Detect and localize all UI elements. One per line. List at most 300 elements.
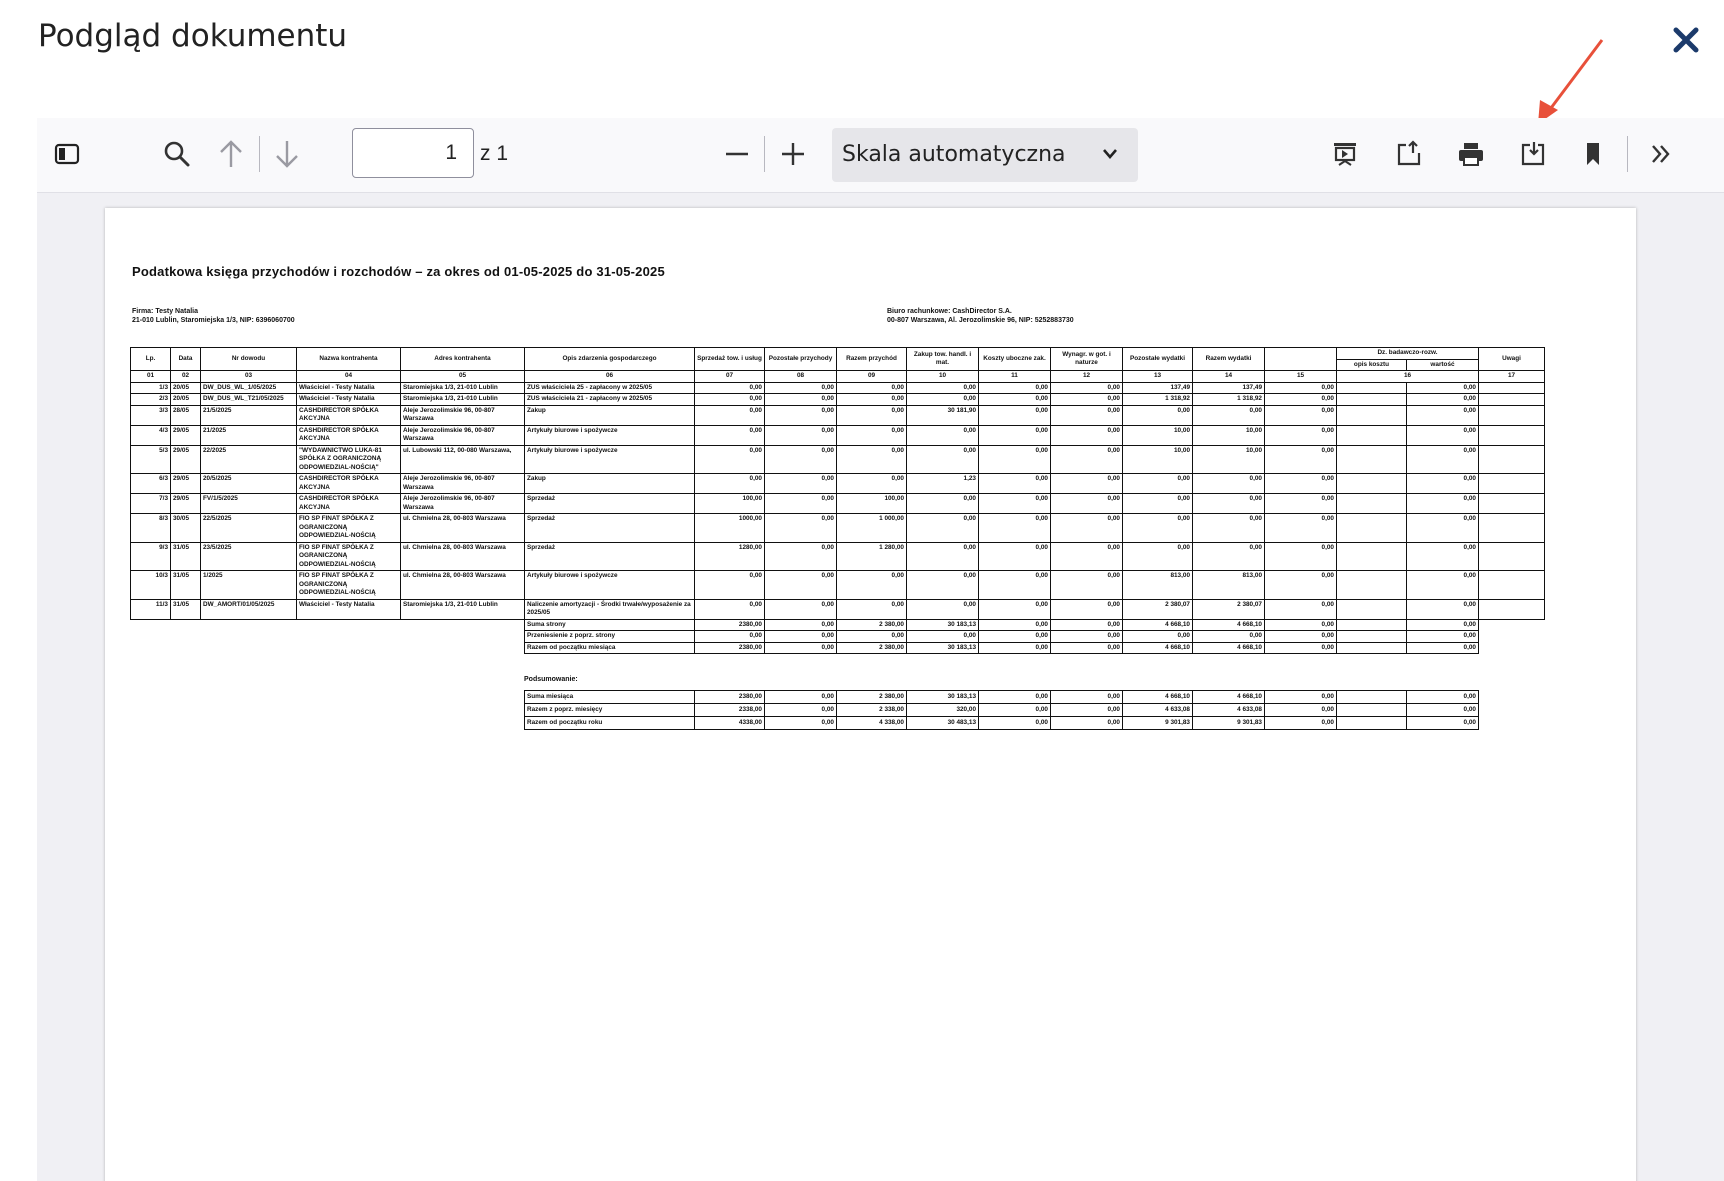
open-file-button[interactable] [1389, 132, 1429, 176]
cell-c16a [1337, 571, 1407, 600]
cell-c8: 0,00 [765, 514, 837, 543]
totals-cell-c9: 2 380,00 [837, 619, 907, 631]
totals-cell-c16a [1337, 642, 1407, 654]
cell-opis: Naliczenie amortyzacji - Środki trwałe/wyposażenie za 2025/05 [525, 599, 695, 619]
next-page-button[interactable] [267, 132, 307, 176]
open-file-icon [1395, 140, 1423, 168]
totals-tail [1479, 619, 1545, 631]
close-button[interactable] [1668, 22, 1704, 58]
plus-icon [780, 141, 806, 167]
cell-c7: 0,00 [695, 571, 765, 600]
cell-c16b: 0,00 [1407, 542, 1479, 571]
totals-cell-c10: 30 183,13 [907, 642, 979, 654]
column-number: 01 [131, 371, 171, 383]
cell-c10: 0,00 [907, 599, 979, 619]
previous-page-button[interactable] [211, 132, 251, 176]
pdf-viewer [37, 118, 1724, 1181]
page-number-input[interactable] [352, 128, 474, 178]
cell-nazwa: FIO SP FINAT SPÓŁKA Z OGRANICZONĄ ODPOWIEDZIAL-NOŚCIĄ [297, 571, 401, 600]
cell-c10: 0,00 [907, 514, 979, 543]
cell-c9: 0,00 [837, 445, 907, 474]
cell-c16b: 0,00 [1407, 474, 1479, 494]
cell-c8: 0,00 [765, 599, 837, 619]
cell-c16b: 0,00 [1407, 425, 1479, 445]
summary-cell-c13: 4 633,08 [1123, 704, 1193, 717]
document-title: Podatkowa księga przychodów i rozchodów – za okres od 01-05-2025 do 31-05-2025 [132, 264, 665, 279]
cell-c17 [1479, 405, 1545, 425]
totals-tail [1479, 642, 1545, 654]
column-number: 17 [1479, 371, 1545, 383]
cell-c15: 0,00 [1265, 405, 1337, 425]
column-number: 10 [907, 371, 979, 383]
totals-tail [1479, 631, 1545, 643]
table-row [131, 394, 1545, 406]
cell-c12: 0,00 [1051, 382, 1123, 394]
scale-select[interactable] [832, 128, 1138, 182]
cell-c13: 137,49 [1123, 382, 1193, 394]
cell-c11: 0,00 [979, 514, 1051, 543]
col-header-16a: opis kosztu [1337, 359, 1407, 371]
cell-lp: 3/3 [131, 405, 171, 425]
cell-c14: 0,00 [1193, 514, 1265, 543]
annotation-arrow [1530, 36, 1610, 126]
cell-c17 [1479, 425, 1545, 445]
toolbar-separator [764, 136, 765, 172]
col-header-lp: Lp. [131, 348, 171, 371]
cell-nr: 20/5/2025 [201, 474, 297, 494]
header-row [131, 348, 1545, 360]
bookmark-button[interactable] [1575, 132, 1611, 176]
office-info [887, 307, 1074, 325]
cell-opis: Artykuły biurowe i spożywcze [525, 425, 695, 445]
summary-cell-c16b: 0,00 [1407, 717, 1479, 730]
download-icon [1519, 140, 1547, 168]
cell-c16b: 0,00 [1407, 494, 1479, 514]
cell-data: 29/05 [171, 494, 201, 514]
cell-c8: 0,00 [765, 394, 837, 406]
summary-cell-c9: 2 338,00 [837, 704, 907, 717]
totals-row [131, 642, 1545, 654]
totals-cell-c12: 0,00 [1051, 619, 1123, 631]
table-row [131, 599, 1545, 619]
cell-c10: 1,23 [907, 474, 979, 494]
cell-c10: 0,00 [907, 445, 979, 474]
column-number: 06 [525, 371, 695, 383]
cell-nr: 1/2025 [201, 571, 297, 600]
cell-opis: Sprzedaż [525, 514, 695, 543]
presentation-icon [1331, 140, 1359, 168]
cell-c16b: 0,00 [1407, 405, 1479, 425]
cell-nr: 23/5/2025 [201, 542, 297, 571]
cell-c9: 1 000,00 [837, 514, 907, 543]
toolbar-separator [1627, 136, 1628, 172]
cell-c12: 0,00 [1051, 514, 1123, 543]
chevron-down-icon [1102, 148, 1118, 160]
cell-c11: 0,00 [979, 599, 1051, 619]
cell-c9: 0,00 [837, 599, 907, 619]
close-icon [1668, 22, 1704, 58]
cell-c16a [1337, 514, 1407, 543]
totals-cell-c14: 4 668,10 [1193, 642, 1265, 654]
summary-cell-c15: 0,00 [1265, 717, 1337, 730]
summary-cell-c7: 4338,00 [695, 717, 765, 730]
download-button[interactable] [1513, 132, 1553, 176]
cell-c11: 0,00 [979, 394, 1051, 406]
cell-c16b: 0,00 [1407, 394, 1479, 406]
cell-opis: Artykuły biurowe i spożywcze [525, 571, 695, 600]
cell-c13: 813,00 [1123, 571, 1193, 600]
cell-adres: Aleje Jerozolimskie 96, 00-807 Warszawa [401, 494, 525, 514]
column-number: 11 [979, 371, 1051, 383]
summary-cell-c11: 0,00 [979, 691, 1051, 704]
cell-c13: 2 380,07 [1123, 599, 1193, 619]
summary-cell-c16a [1337, 704, 1407, 717]
cell-c7: 0,00 [695, 474, 765, 494]
col-header-data: Data [171, 348, 201, 371]
sidebar-toggle-button[interactable] [45, 132, 89, 176]
cell-c12: 0,00 [1051, 494, 1123, 514]
cell-nazwa: CASHDIRECTOR SPÓŁKA AKCYJNA [297, 494, 401, 514]
cell-nr: DW_DUS_WL_1/05/2025 [201, 382, 297, 394]
cell-c7: 0,00 [695, 394, 765, 406]
cell-c17 [1479, 542, 1545, 571]
summary-label: Suma miesiąca [525, 691, 695, 704]
totals-cell-c7: 2380,00 [695, 619, 765, 631]
cell-c17 [1479, 571, 1545, 600]
cell-c7: 0,00 [695, 425, 765, 445]
cell-c10: 30 181,90 [907, 405, 979, 425]
cell-c16b: 0,00 [1407, 514, 1479, 543]
cell-c14: 0,00 [1193, 405, 1265, 425]
summary-cell-c14: 4 633,08 [1193, 704, 1265, 717]
cell-c12: 0,00 [1051, 474, 1123, 494]
print-button[interactable] [1451, 132, 1491, 176]
tools-menu-button[interactable] [1641, 132, 1681, 176]
summary-cell-c8: 0,00 [765, 691, 837, 704]
cell-c14: 813,00 [1193, 571, 1265, 600]
totals-label: Przeniesienie z poprz. strony [525, 631, 695, 643]
scale-select-value: Skala automatyczna [842, 142, 1066, 167]
summary-cell-c10: 30 483,13 [907, 717, 979, 730]
summary-cell-c7: 2380,00 [695, 691, 765, 704]
cell-c13: 10,00 [1123, 425, 1193, 445]
office-address: 00-807 Warszawa, Al. Jerozolimskie 96, NIP: 5252883730 [887, 317, 1074, 324]
cell-c9: 1 280,00 [837, 542, 907, 571]
cell-c13: 1 318,92 [1123, 394, 1193, 406]
cell-c9: 0,00 [837, 382, 907, 394]
cell-nr: DW_DUS_WL_T21/05/2025 [201, 394, 297, 406]
cell-c14: 10,00 [1193, 445, 1265, 474]
cell-c12: 0,00 [1051, 599, 1123, 619]
col-header-16: Dz. badawczo-rozw. [1337, 348, 1479, 360]
col-header-8: Pozostałe przychody [765, 348, 837, 371]
cell-opis: Zakup [525, 405, 695, 425]
zoom-out-button[interactable] [719, 132, 755, 176]
cell-c11: 0,00 [979, 494, 1051, 514]
minus-icon [724, 141, 750, 167]
cell-c13: 0,00 [1123, 405, 1193, 425]
table-row [131, 445, 1545, 474]
cell-nr: FV/1/5/2025 [201, 494, 297, 514]
cell-lp: 5/3 [131, 445, 171, 474]
cell-nazwa: "WYDAWNICTWO LUKA-81 SPÓŁKA Z OGRANICZONĄ ODPOWIEDZIAL-NOŚCIĄ" [297, 445, 401, 474]
col-header-nazwa: Nazwa kontrahenta [297, 348, 401, 371]
page-count-label: z 1 [480, 142, 509, 165]
cell-c15: 0,00 [1265, 425, 1337, 445]
table-row [131, 514, 1545, 543]
cell-c15: 0,00 [1265, 474, 1337, 494]
cell-c11: 0,00 [979, 474, 1051, 494]
cell-adres: Aleje Jerozolimskie 96, 00-807 Warszawa [401, 405, 525, 425]
col-header-16b: wartość [1407, 359, 1479, 371]
totals-cell-c9: 0,00 [837, 631, 907, 643]
totals-cell-c15: 0,00 [1265, 642, 1337, 654]
totals-label: Suma strony [525, 619, 695, 631]
cell-c10: 0,00 [907, 394, 979, 406]
summary-cell-c13: 9 301,83 [1123, 717, 1193, 730]
cell-c11: 0,00 [979, 571, 1051, 600]
cell-c7: 0,00 [695, 382, 765, 394]
cell-c16a [1337, 599, 1407, 619]
totals-cell-c16a [1337, 631, 1407, 643]
cell-nazwa: CASHDIRECTOR SPÓŁKA AKCYJNA [297, 474, 401, 494]
cell-c14: 2 380,07 [1193, 599, 1265, 619]
cell-data: 31/05 [171, 599, 201, 619]
cell-nr: 22/2025 [201, 445, 297, 474]
column-number: 02 [171, 371, 201, 383]
table-row [131, 494, 1545, 514]
cell-c15: 0,00 [1265, 445, 1337, 474]
cell-lp: 10/3 [131, 571, 171, 600]
cell-c14: 10,00 [1193, 425, 1265, 445]
firm-info [132, 307, 295, 325]
cell-c14: 1 318,92 [1193, 394, 1265, 406]
presentation-mode-button[interactable] [1325, 132, 1365, 176]
cell-data: 29/05 [171, 474, 201, 494]
summary-cell-c15: 0,00 [1265, 691, 1337, 704]
cell-c12: 0,00 [1051, 425, 1123, 445]
summary-row [525, 704, 1479, 717]
cell-c10: 0,00 [907, 425, 979, 445]
totals-cell-c12: 0,00 [1051, 642, 1123, 654]
cell-nazwa: CASHDIRECTOR SPÓŁKA AKCYJNA [297, 405, 401, 425]
col-header-17: Uwagi [1479, 348, 1545, 371]
totals-cell-c16a [1337, 619, 1407, 631]
find-button[interactable] [155, 132, 199, 176]
cell-c10: 0,00 [907, 571, 979, 600]
col-header-10: Zakup tow. handl. i mat. [907, 348, 979, 371]
arrow-down-icon [274, 139, 300, 169]
cell-c9: 100,00 [837, 494, 907, 514]
cell-lp: 4/3 [131, 425, 171, 445]
summary-cell-c16a [1337, 691, 1407, 704]
cell-c7: 0,00 [695, 445, 765, 474]
summary-cell-c10: 320,00 [907, 704, 979, 717]
cell-c16a [1337, 445, 1407, 474]
summary-cell-c12: 0,00 [1051, 704, 1123, 717]
summary-cell-c14: 9 301,83 [1193, 717, 1265, 730]
summary-cell-c11: 0,00 [979, 717, 1051, 730]
cell-adres: ul. Chmielna 28, 00-803 Warszawa [401, 514, 525, 543]
column-number: 09 [837, 371, 907, 383]
cell-lp: 8/3 [131, 514, 171, 543]
cell-c8: 0,00 [765, 542, 837, 571]
search-icon [163, 140, 191, 168]
cell-c9: 0,00 [837, 474, 907, 494]
cell-c9: 0,00 [837, 425, 907, 445]
cell-c16a [1337, 542, 1407, 571]
cell-data: 30/05 [171, 514, 201, 543]
summary-cell-c8: 0,00 [765, 704, 837, 717]
column-number: 14 [1193, 371, 1265, 383]
summary-cell-c16b: 0,00 [1407, 691, 1479, 704]
summary-cell-c12: 0,00 [1051, 691, 1123, 704]
zoom-in-button[interactable] [775, 132, 811, 176]
cell-c7: 1000,00 [695, 514, 765, 543]
cell-c17 [1479, 382, 1545, 394]
cell-c12: 0,00 [1051, 405, 1123, 425]
cell-c14: 0,00 [1193, 494, 1265, 514]
col-header-nr: Nr dowodu [201, 348, 297, 371]
cell-c9: 0,00 [837, 571, 907, 600]
col-header-opis: Opis zdarzenia gospodarczego [525, 348, 695, 371]
cell-c8: 0,00 [765, 382, 837, 394]
cell-c11: 0,00 [979, 445, 1051, 474]
totals-cell-c13: 4 668,10 [1123, 619, 1193, 631]
cell-c16b: 0,00 [1407, 445, 1479, 474]
totals-spacer [131, 642, 525, 654]
cell-c15: 0,00 [1265, 571, 1337, 600]
cell-c12: 0,00 [1051, 542, 1123, 571]
column-number: 03 [201, 371, 297, 383]
col-header-15 [1265, 348, 1337, 371]
cell-nazwa: CASHDIRECTOR SPÓŁKA AKCYJNA [297, 425, 401, 445]
col-header-11: Koszty uboczne zak. [979, 348, 1051, 371]
print-icon [1456, 140, 1486, 168]
cell-c17 [1479, 394, 1545, 406]
sidebar-icon [54, 142, 80, 166]
totals-cell-c8: 0,00 [765, 631, 837, 643]
cell-c16b: 0,00 [1407, 382, 1479, 394]
summary-cell-c11: 0,00 [979, 704, 1051, 717]
cell-c8: 0,00 [765, 494, 837, 514]
summary-cell-c15: 0,00 [1265, 704, 1337, 717]
cell-c7: 0,00 [695, 599, 765, 619]
summary-cell-c10: 30 183,13 [907, 691, 979, 704]
cell-c17 [1479, 445, 1545, 474]
cell-c15: 0,00 [1265, 382, 1337, 394]
cell-adres: Aleje Jerozolimskie 96, 00-807 Warszawa [401, 425, 525, 445]
cell-data: 31/05 [171, 571, 201, 600]
cell-data: 20/05 [171, 382, 201, 394]
cell-c16b: 0,00 [1407, 599, 1479, 619]
totals-cell-c11: 0,00 [979, 631, 1051, 643]
column-number: 16 [1337, 371, 1479, 383]
cell-data: 29/05 [171, 445, 201, 474]
cell-c13: 0,00 [1123, 494, 1193, 514]
summary-row [525, 717, 1479, 730]
totals-cell-c16b: 0,00 [1407, 619, 1479, 631]
cell-adres: ul. Chmielna 28, 00-803 Warszawa [401, 542, 525, 571]
firm-address: 21-010 Lublin, Staromiejska 1/3, NIP: 6396060700 [132, 317, 295, 324]
totals-cell-c15: 0,00 [1265, 631, 1337, 643]
cell-data: 31/05 [171, 542, 201, 571]
cell-nr: 21/5/2025 [201, 405, 297, 425]
totals-spacer [131, 619, 525, 631]
totals-cell-c7: 0,00 [695, 631, 765, 643]
totals-cell-c10: 0,00 [907, 631, 979, 643]
cell-c16a [1337, 425, 1407, 445]
column-number: 05 [401, 371, 525, 383]
column-number: 07 [695, 371, 765, 383]
summary-cell-c8: 0,00 [765, 717, 837, 730]
cell-c12: 0,00 [1051, 394, 1123, 406]
table-row [131, 425, 1545, 445]
summary-row [525, 691, 1479, 704]
cell-opis: ZUS właściciela 21 - zapłacony w 2025/05 [525, 394, 695, 406]
totals-row [131, 619, 1545, 631]
cell-c14: 137,49 [1193, 382, 1265, 394]
summary-cell-c16b: 0,00 [1407, 704, 1479, 717]
summary-cell-c12: 0,00 [1051, 717, 1123, 730]
totals-label: Razem od początku miesiąca [525, 642, 695, 654]
col-header-13: Pozostałe wydatki [1123, 348, 1193, 371]
table-row [131, 474, 1545, 494]
cell-c16a [1337, 382, 1407, 394]
cell-c12: 0,00 [1051, 571, 1123, 600]
pdf-page [105, 208, 1636, 1181]
totals-cell-c10: 30 183,13 [907, 619, 979, 631]
cell-c10: 0,00 [907, 542, 979, 571]
cell-c10: 0,00 [907, 382, 979, 394]
cell-c11: 0,00 [979, 405, 1051, 425]
arrow-up-icon [218, 139, 244, 169]
cell-lp: 2/3 [131, 394, 171, 406]
totals-cell-c15: 0,00 [1265, 619, 1337, 631]
summary-cell-c9: 4 338,00 [837, 717, 907, 730]
cell-c13: 10,00 [1123, 445, 1193, 474]
cell-c12: 0,00 [1051, 445, 1123, 474]
ledger-table [130, 347, 1545, 654]
cell-nazwa: FIO SP FINAT SPÓŁKA Z OGRANICZONĄ ODPOWIEDZIAL-NOŚCIĄ [297, 514, 401, 543]
office-name: Biuro rachunkowe: CashDirector S.A. [887, 308, 1012, 315]
totals-cell-c13: 4 668,10 [1123, 642, 1193, 654]
cell-c11: 0,00 [979, 542, 1051, 571]
col-header-9: Razem przychód [837, 348, 907, 371]
table-row [131, 542, 1545, 571]
totals-cell-c8: 0,00 [765, 642, 837, 654]
column-number: 12 [1051, 371, 1123, 383]
cell-adres: Staromiejska 1/3, 21-010 Lublin [401, 599, 525, 619]
firm-name: Firma: Testy Natalia [132, 308, 199, 315]
col-header-14: Razem wydatki [1193, 348, 1265, 371]
cell-opis: Zakup [525, 474, 695, 494]
totals-cell-c8: 0,00 [765, 619, 837, 631]
totals-cell-c11: 0,00 [979, 642, 1051, 654]
totals-cell-c13: 0,00 [1123, 631, 1193, 643]
cell-c8: 0,00 [765, 474, 837, 494]
cell-c9: 0,00 [837, 394, 907, 406]
cell-c16a [1337, 394, 1407, 406]
totals-cell-c14: 0,00 [1193, 631, 1265, 643]
cell-opis: Artykuły biurowe i spożywcze [525, 445, 695, 474]
table-row [131, 405, 1545, 425]
cell-adres: Aleje Jerozolimskie 96, 00-807 Warszawa [401, 474, 525, 494]
cell-nazwa: Właściciel - Testy Natalia [297, 382, 401, 394]
bookmark-icon [1583, 140, 1603, 168]
cell-c17 [1479, 474, 1545, 494]
cell-opis: ZUS właściciela 25 - zapłacony w 2025/05 [525, 382, 695, 394]
